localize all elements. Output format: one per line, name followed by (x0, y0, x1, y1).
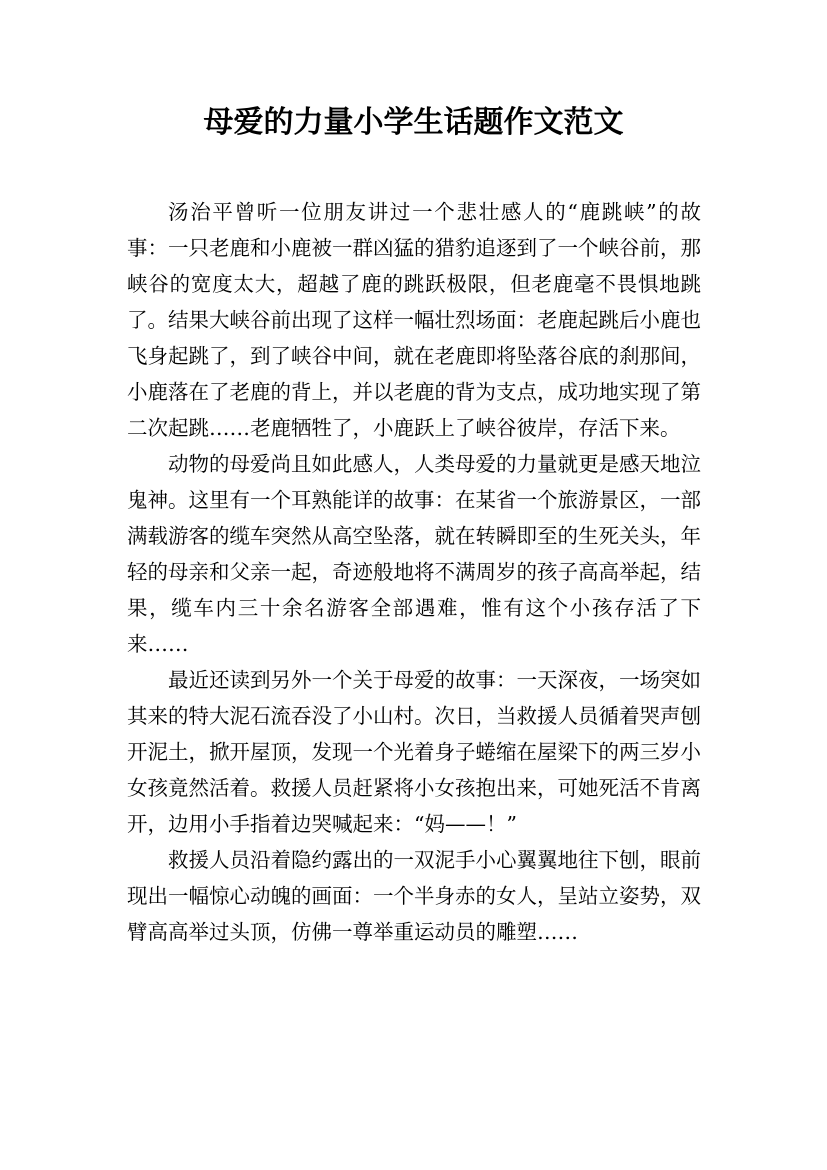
document-title: 母爱的力量小学生话题作文范文 (203, 105, 624, 140)
paragraph-4: 救援人员沿着隐约露出的一双泥手小心翼翼地往下刨，眼前现出一幅惊心动魄的画面：一个半身赤的女人，呈站立姿势，双臂高高举过头顶，仿佛一尊举重运动员的雕塑…… (127, 848, 701, 944)
paragraph-2: 动物的母爱尚且如此感人，人类母爱的力量就更是感天地泣鬼神。这里有一个耳熟能详的故事：在某省一个旅游景区，一部满载游客的缆车突然从高空坠落，就在转瞬即至的生死关头，年轻的母亲和父亲一起，奇迹般地将不满周岁的孩子高高举起，结果，缆车内三十余名游客全部遇难，惟有这个小孩存活了下来…… (127, 452, 701, 656)
document-body (127, 194, 701, 950)
paragraph-1: 汤治平曾听一位朋友讲过一个悲壮感人的“鹿跳峡”的故事：一只老鹿和小鹿被一群凶猛的猎豹追逐到了一个峡谷前，那峡谷的宽度太大，超越了鹿的跳跃极限，但老鹿毫不畏惧地跳了。结果大峡谷前出现了这样一幅壮烈场面：老鹿起跳后小鹿也飞身起跳了，到了峡谷中间，就在老鹿即将坠落谷底的刹那间，小鹿落在了老鹿的背上，并以老鹿的背为支点，成功地实现了第二次起跳……老鹿牺牲了，小鹿跃上了峡谷彼岸，存活下来。 (127, 200, 701, 440)
paragraph-3: 最近还读到另外一个关于母爱的故事：一天深夜，一场突如其来的特大泥石流吞没了小山村。次日，当救援人员循着哭声刨开泥土，掀开屋顶，发现一个光着身子蜷缩在屋梁下的两三岁小女孩竟然活着。救援人员赶紧将小女孩抱出来，可她死活不肯离开，边用小手指着边哭喊起来：“妈——！” (127, 668, 701, 836)
